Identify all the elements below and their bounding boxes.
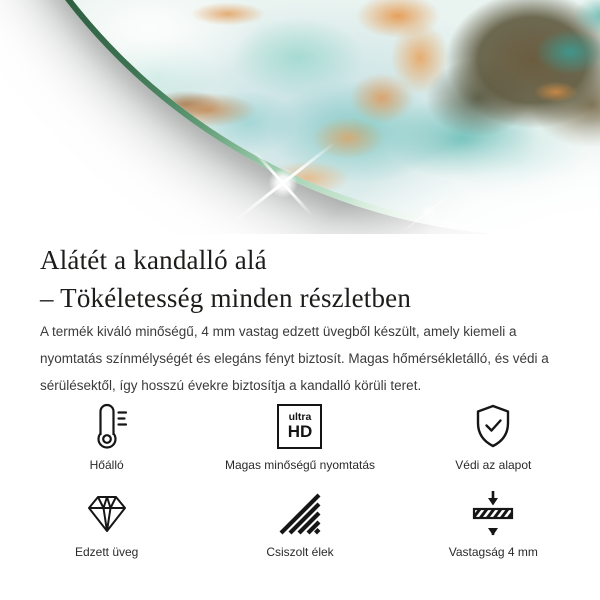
feature-label: Edzett üveg (74, 545, 139, 559)
shield-check-icon (471, 403, 515, 449)
feature-heat-resistant (10, 403, 203, 473)
product-description: A termék kiváló minőségű, 4 mm vastag edzett üvegből készült, amely kiemeli a nyomtatás színmélységét és elegáns fényt biztosít. Magas hőmérsékletálló, és védi a sérülésektől, így hosszú évekre biztosítja a kandalló körüli teret. (40, 324, 549, 393)
page-title-line2: – Tökéletesség minden részletben (40, 283, 412, 313)
feature-thickness (397, 490, 590, 560)
feature-label: Csiszolt élek (266, 545, 334, 559)
glass-disc-artwork (0, 0, 600, 234)
thermometer-icon (84, 402, 130, 450)
feature-label: Védi az alapot (455, 458, 532, 472)
feature-polished-edges (203, 490, 396, 560)
feature-protects-base (397, 403, 590, 473)
diamond-icon (83, 491, 131, 535)
feature-print-quality (203, 403, 396, 473)
feature-label: Magas minőségű nyomtatás (224, 458, 376, 472)
feature-label: Vastagság 4 mm (448, 545, 538, 559)
ultra-hd-icon (277, 404, 322, 449)
page-title-line1: Alátét a kandalló alá (40, 245, 267, 275)
feature-grid (10, 403, 590, 560)
content-area (0, 241, 600, 560)
ultra-hd-label-top: ultra (288, 411, 312, 423)
product-image (0, 0, 600, 234)
page-title (40, 241, 560, 317)
thickness-icon (469, 489, 517, 537)
feature-tempered-glass (10, 490, 203, 560)
feature-label: Hőálló (89, 458, 124, 472)
ultra-hd-label-bottom: HD (287, 422, 313, 441)
polished-edge-icon (277, 491, 323, 535)
